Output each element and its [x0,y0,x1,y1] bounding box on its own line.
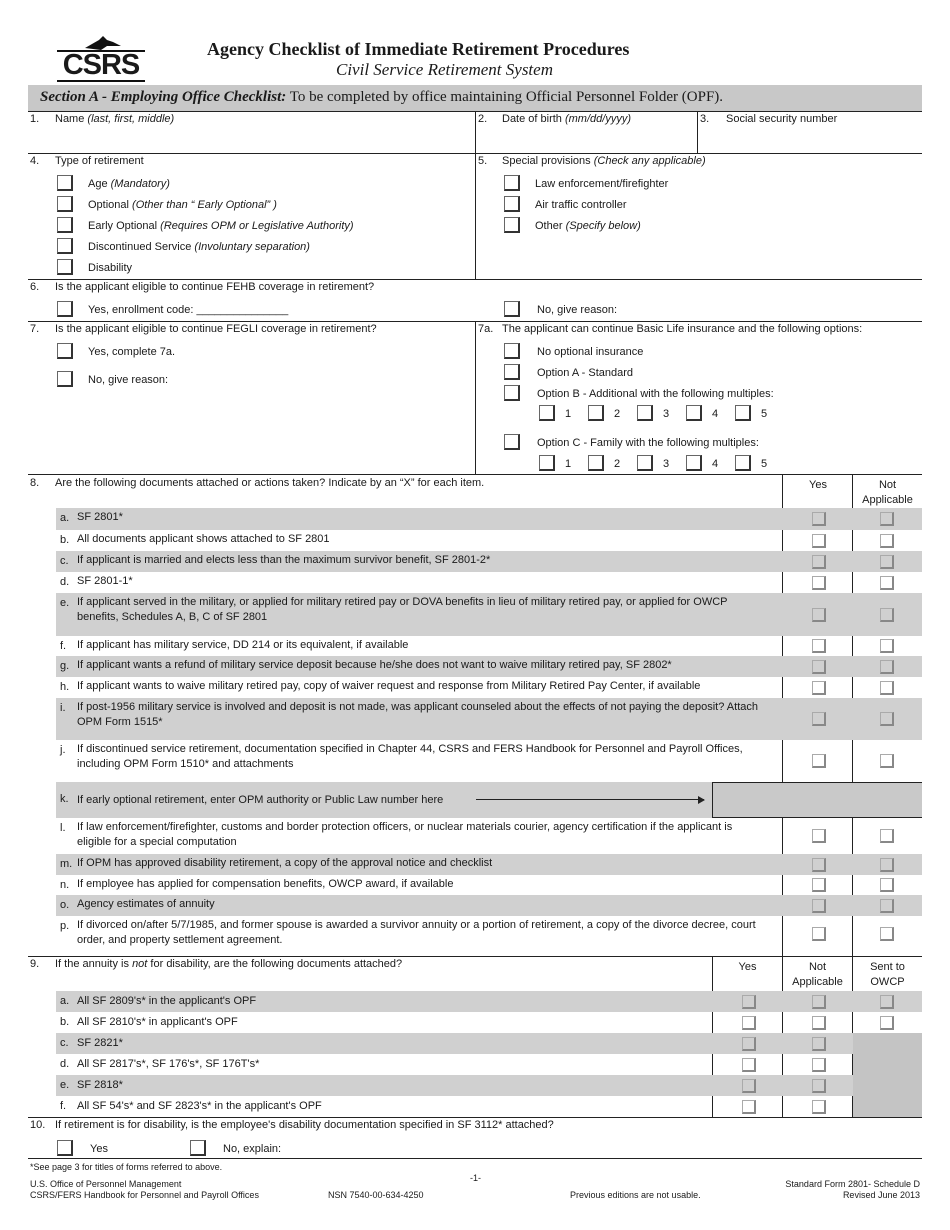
q9-yes-checkbox[interactable] [742,1037,756,1051]
q4-num: 4. [30,155,40,167]
q9-col-na-1: Not [808,961,827,973]
q8-item-letter: f. [60,640,67,652]
footer-handbook: CSRS/FERS Handbook for Personnel and Payroll Offices [30,1190,259,1200]
q8-yes-checkbox[interactable] [812,712,826,726]
q10-no-label: No, explain: [223,1143,282,1155]
footer-agency: U.S. Office of Personnel Management [30,1179,182,1189]
q5-hint: (Check any applicable) [593,155,706,167]
q8-item-letter: i. [60,702,66,714]
option-c-multiple-checkbox[interactable] [637,455,653,471]
q9-owcp-checkbox[interactable] [880,995,894,1009]
q2-label-text: Date of birth [502,113,562,125]
q9-label [55,958,402,970]
option-b-multiple-checkbox[interactable] [686,405,702,421]
q8-na-checkbox[interactable] [880,858,894,872]
q7-no-checkbox[interactable] [57,371,73,387]
q8-col-yes: Yes [809,479,827,491]
q3-num: 3. [700,113,710,125]
section-a-label: Section A - Employing Office Checklist: [40,89,287,105]
q8-item-text: SF 2801* [77,511,123,523]
q7-num: 7. [30,323,40,335]
q8-item-letter: l. [60,822,66,834]
q1-label [55,113,174,125]
footer-form: Standard Form 2801- Schedule D [785,1179,920,1189]
q7a-label: The applicant can continue Basic Life insurance and the following options: [502,323,863,335]
option-c-multiple-label: 1 [565,458,572,470]
footer-note: *See page 3 for titles of forms referred to above. [30,1162,223,1172]
q6-num: 6. [30,281,40,293]
option-c-multiple-checkbox[interactable] [539,455,555,471]
q9-item-text: All SF 2817's*, SF 176's*, SF 176T's* [77,1058,260,1070]
q8-item-letter: k. [60,793,69,805]
option-b-multiple-label: 5 [761,408,768,420]
arrow-right-icon [476,799,704,800]
q8-yes-checkbox[interactable] [812,534,826,548]
q8-na-checkbox[interactable] [880,712,894,726]
q6-no-label: No, give reason: [537,304,618,316]
option-b-multiple-label: 3 [663,408,670,420]
q8-item-text: Agency estimates of annuity [77,898,215,910]
q4-option-label [88,262,132,274]
option-b-multiple-checkbox[interactable] [539,405,555,421]
q9-yes-checkbox[interactable] [742,995,756,1009]
q8-col-na-2: Applicable [862,494,913,506]
option-c-multiple-label: 5 [761,458,768,470]
q8-yes-checkbox[interactable] [812,858,826,872]
q8-yes-checkbox[interactable] [812,829,826,843]
q7a-num: 7a. [478,323,494,335]
q4-option-label [88,241,310,253]
q8-item-text: If divorced on/after 5/7/1985, and former spouse is awarded a survivor annuity or a portion of retirement, a copy of the divorce decree, court order, and property settlement agreement. [77,919,756,946]
q8-item-text: If discontinued service retirement, documentation specified in Chapter 44, CSRS and FERS Handbook for Personnel and Payroll Offices, including OPM Form 1510* and attachments [77,743,743,770]
footer-revised: Revised June 2013 [842,1190,920,1200]
section-a-title [40,89,723,106]
q9-item-text: All SF 2810's* in applicant's OPF [77,1016,238,1028]
q8-item-text: If applicant has military service, DD 214 or its equivalent, if available [77,639,409,651]
q4-option-checkbox[interactable] [57,238,73,254]
q8-k-input[interactable] [712,782,922,818]
q8-item-text: If OPM has approved disability retirement, a copy of the approval notice and checklist [77,857,493,869]
q8-na-checkbox[interactable] [880,576,894,590]
q9-item-letter: d. [60,1058,70,1070]
q9-na-checkbox[interactable] [812,1079,826,1093]
q8-col-na-1: Not [878,479,897,491]
q5-num: 5. [478,155,488,167]
q5-option-checkbox[interactable] [504,196,520,212]
q8-item-text: If applicant wants a refund of military service deposit because he/she does not want to waive military retired pay, SF 2802* [77,659,672,671]
q4-option-checkbox[interactable] [57,196,73,212]
q9-yes-checkbox[interactable] [742,1016,756,1030]
q8-yes-checkbox[interactable] [812,878,826,892]
q8-na-checkbox[interactable] [880,878,894,892]
footer-page: -1- [470,1173,481,1183]
q10-label: If retirement is for disability, is the employee's disability documentation specified in SF 3112* attached? [55,1119,554,1131]
q9-item-letter: f. [60,1100,67,1112]
q9-col-yes: Yes [738,961,757,973]
q9-item-text: All SF 54's* and SF 2823's* in the applicant's OPF [77,1100,322,1112]
q9-yes-checkbox[interactable] [742,1079,756,1093]
q6-no-checkbox[interactable] [504,301,520,317]
q8-item-letter: e. [60,597,70,609]
q7a-none-checkbox[interactable] [504,343,520,359]
arrow-head-icon [698,796,705,804]
q8-item-letter: d. [60,576,70,588]
q8-item-text: If law enforcement/firefighter, customs and border protection officers, or nuclear materials courier, agency certification if the applicant is eligible for a special computation [77,821,733,848]
q9-na-checkbox[interactable] [812,1037,826,1051]
q8-yes-checkbox[interactable] [812,608,826,622]
option-b-multiple-label: 2 [614,408,621,420]
q9-item-letter: a. [60,995,70,1007]
q8-item-letter: p. [60,920,70,932]
q7a-option-a-checkbox[interactable] [504,364,520,380]
option-b-multiple-label: 4 [712,408,719,420]
form-subtitle: Civil Service Retirement System [336,60,553,79]
q9-na-checkbox[interactable] [812,995,826,1009]
option-c-multiple-checkbox[interactable] [588,455,604,471]
q4-label: Type of retirement [55,155,144,167]
q9-col-owcp-1: Sent to [870,961,905,973]
q4-option-checkbox[interactable] [57,259,73,275]
q6-yes-text: Yes, enrollment code: [88,304,194,316]
q9-item-letter: e. [60,1079,70,1091]
q6-yes-checkbox[interactable] [57,301,73,317]
q4-option-checkbox[interactable] [57,217,73,233]
q8-na-checkbox[interactable] [880,927,894,941]
q7-label: Is the applicant eligible to continue FEGLI coverage in retirement? [55,323,377,335]
q9-yes-checkbox[interactable] [742,1058,756,1072]
q7a-option-c-label: Option C - Family with the following multiples: [537,437,759,449]
footer-nsn: NSN 7540-00-634-4250 [328,1190,424,1200]
q8-item-letter: o. [60,899,70,911]
q8-na-checkbox[interactable] [880,534,894,548]
q8-item-letter: c. [60,555,69,567]
q8-na-checkbox[interactable] [880,639,894,653]
q9-item-text: All SF 2809's* in the applicant's OPF [77,995,257,1007]
q9-yes-checkbox[interactable] [742,1100,756,1114]
row-shade [56,1033,922,1054]
q9-na-checkbox[interactable] [812,1016,826,1030]
q2-hint: (mm/dd/yyyy) [564,113,631,125]
logo-text: CSRS [62,49,140,81]
q4-option-text: Disability [88,262,133,274]
q8-item-letter: b. [60,534,70,546]
q5-option-checkbox[interactable] [504,217,520,233]
q8-item-letter: n. [60,879,70,891]
q8-na-checkbox[interactable] [880,512,894,526]
q10-yes-label: Yes [90,1143,108,1155]
q8-na-checkbox[interactable] [880,608,894,622]
q8-item-letter: m. [60,858,73,870]
q8-yes-checkbox[interactable] [812,660,826,674]
q6-yes-label [88,304,288,316]
q8-yes-checkbox[interactable] [812,681,826,695]
q8-item-text: If applicant wants to waive military retired pay, copy of waiver request and response from Military Retired Pay Center, if available [77,680,701,692]
q8-item-letter: a. [60,512,70,524]
q7a-none-label: No optional insurance [537,346,644,358]
form-title: Agency Checklist of Immediate Retirement Procedures [207,39,630,59]
csrs-logo [55,36,147,84]
q10-num: 10. [30,1119,46,1131]
q7a-option-c-checkbox[interactable] [504,434,520,450]
q9-label-em: not [132,958,148,970]
q8-na-checkbox[interactable] [880,555,894,569]
option-b-multiple-label: 1 [565,408,572,420]
footer-prev: Previous editions are not usable. [570,1190,701,1200]
q7a-option-b-label: Option B - Additional with the following multiples: [537,388,774,400]
q9-col-owcp-2: OWCP [870,976,905,988]
q8-yes-checkbox[interactable] [812,927,826,941]
option-c-multiple-checkbox[interactable] [735,455,751,471]
q4-option-text: Discontinued Service [88,241,192,253]
q9-item-letter: c. [60,1037,69,1049]
q4-option-hint: (Other than “ Early Optional” ) [132,199,277,211]
q8-yes-checkbox[interactable] [812,754,826,768]
q8-yes-checkbox[interactable] [812,555,826,569]
q4-option-text: Age [88,178,108,190]
q9-na-checkbox[interactable] [812,1100,826,1114]
option-b-multiple-checkbox[interactable] [735,405,751,421]
q8-yes-checkbox[interactable] [812,512,826,526]
q8-item-text: If post-1956 military service is involved and deposit is not made, was applicant counseled about the effects of not paying the deposit? Attach OPM Form 1515* [77,701,758,728]
q5-option-text: Law enforcement/firefighter [535,178,669,190]
q6-enrollment-code[interactable]: _______________ [196,304,289,316]
q4-option-hint: (Requires OPM or Legislative Authority) [160,220,354,232]
q5-option-checkbox[interactable] [504,175,520,191]
row-shade [56,1075,922,1096]
q8-na-checkbox[interactable] [880,754,894,768]
q5-label-text: Special provisions [502,155,591,167]
q4-option-text: Early Optional [88,220,158,232]
q5-label [502,155,706,167]
q8-item-text: If early optional retirement, enter OPM authority or Public Law number here [77,794,444,806]
q9-owcp-checkbox[interactable] [880,1016,894,1030]
q4-option-text: Optional [88,199,129,211]
q8-item-text: All documents applicant shows attached to SF 2801 [77,533,330,545]
q7-yes-checkbox[interactable] [57,343,73,359]
q8-item-letter: g. [60,660,70,672]
q10-yes-checkbox[interactable] [57,1140,73,1156]
q8-item-text: If applicant is married and elects less than the maximum survivor benefit, SF 2801-2* [77,554,491,566]
q2-num: 2. [478,113,488,125]
q7-yes-label: Yes, complete 7a. [88,346,176,358]
q8-item-letter: j. [60,744,66,756]
q5-option-label [535,199,627,211]
option-c-multiple-label: 2 [614,458,621,470]
q1-hint: (last, first, middle) [87,113,175,125]
option-b-multiple-checkbox[interactable] [588,405,604,421]
q8-num: 8. [30,477,40,489]
q3-label: Social security number [726,113,838,125]
q8-na-checkbox[interactable] [880,681,894,695]
q9-na-checkbox[interactable] [812,1058,826,1072]
q5-option-text: Other [535,220,563,232]
q7-no-label: No, give reason: [88,374,169,386]
option-c-multiple-label: 3 [663,458,670,470]
q4-option-checkbox[interactable] [57,175,73,191]
q9-item-text: SF 2818* [77,1079,123,1091]
q10-no-checkbox[interactable] [190,1140,206,1156]
q8-item-letter: h. [60,681,70,693]
q8-yes-checkbox[interactable] [812,899,826,913]
q6-label: Is the applicant eligible to continue FEHB coverage in retirement? [55,281,375,293]
q7a-option-a-label: Option A - Standard [537,367,634,379]
q9-owcp-blocked [853,1033,922,1117]
q8-item-text: SF 2801-1* [77,575,133,587]
q8-na-checkbox[interactable] [880,660,894,674]
q7a-option-b-checkbox[interactable] [504,385,520,401]
q9-col-na-2: Applicable [792,976,843,988]
q8-yes-checkbox[interactable] [812,576,826,590]
q9-num: 9. [30,958,40,970]
q5-option-text: Air traffic controller [535,199,627,211]
option-c-multiple-checkbox[interactable] [686,455,702,471]
q4-option-hint: (Mandatory) [110,178,170,190]
q9-item-text: SF 2821* [77,1037,123,1049]
q9-item-letter: b. [60,1016,70,1028]
q8-na-checkbox[interactable] [880,899,894,913]
q4-option-hint: (Involuntary separation) [194,241,310,253]
q8-item-text: If employee has applied for compensation benefits, OWCP award, if available [77,878,454,890]
q2-label [502,113,631,125]
q5-option-label [535,178,668,190]
section-a-desc: To be completed by office maintaining Official Personnel Folder (OPF). [289,89,724,105]
q8-yes-checkbox[interactable] [812,639,826,653]
q8-na-checkbox[interactable] [880,829,894,843]
q8-label: Are the following documents attached or actions taken? Indicate by an “X” for each item. [55,477,485,489]
option-b-multiple-checkbox[interactable] [637,405,653,421]
q8-item-text: If applicant served in the military, or applied for military retired pay or DOVA benefits in lieu of military retired pay, or applied for OWCP benefits, Schedules A, B, C of SF 2801 [77,596,728,623]
option-c-multiple-label: 4 [712,458,719,470]
q1-label-text: Name [55,113,85,125]
q5-option-label [535,220,641,232]
q9-label-pre: If the annuity is [55,958,129,970]
q1-num: 1. [30,113,40,125]
q5-option-hint: (Specify below) [565,220,641,232]
q9-label-post: for disability, are the following documents attached? [150,958,403,970]
q4-option-label [88,178,170,190]
q4-option-label [88,220,354,232]
q4-option-label [88,199,277,211]
